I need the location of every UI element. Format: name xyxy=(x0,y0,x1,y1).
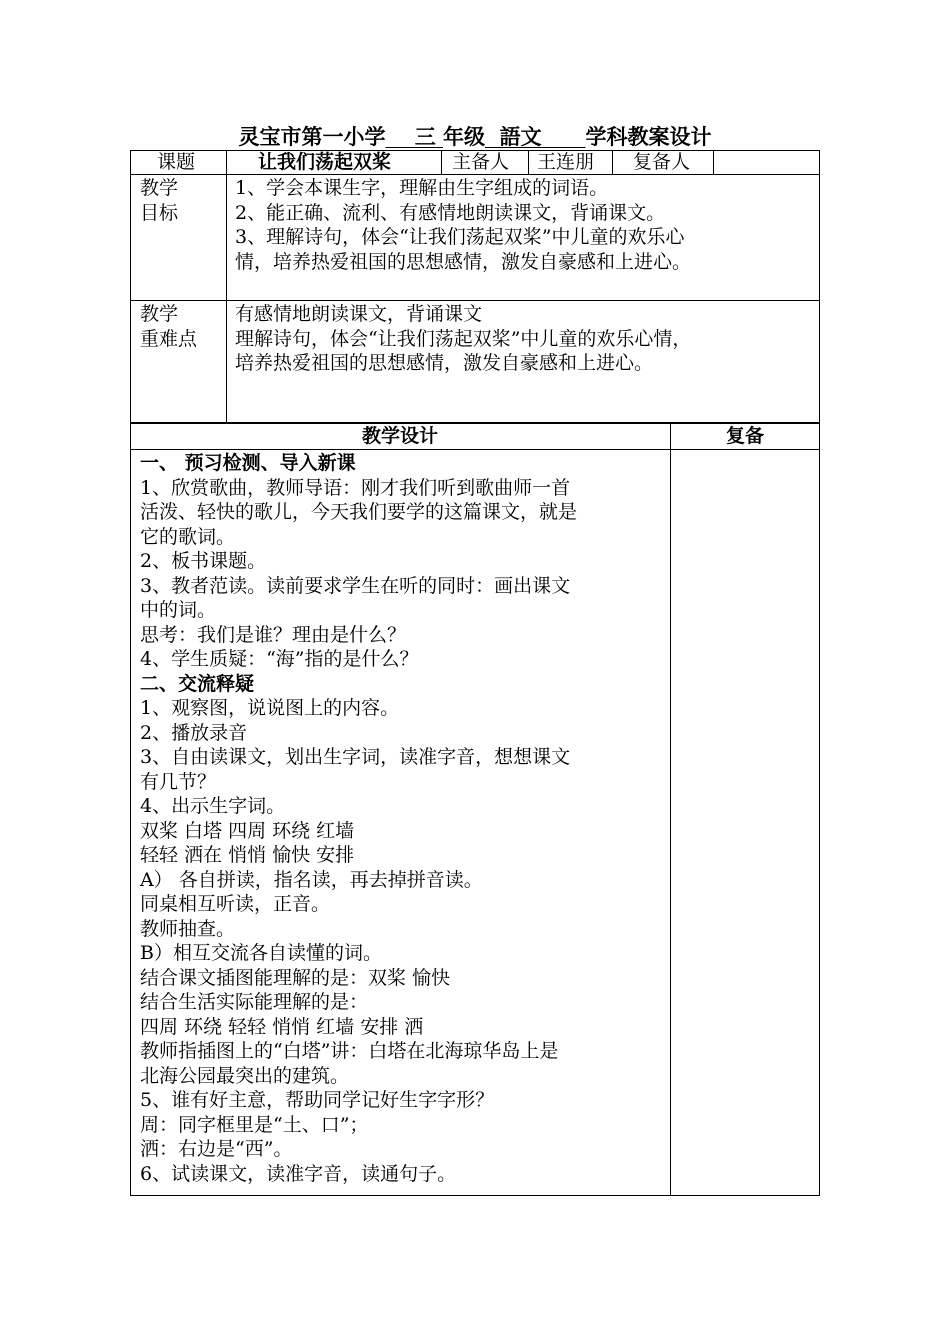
page-title xyxy=(0,124,950,150)
column-divider xyxy=(528,150,529,174)
goals-content xyxy=(235,176,691,274)
design-line: 有几节？ xyxy=(140,770,217,793)
column-divider xyxy=(226,150,227,423)
grade-suffix: 年级 xyxy=(443,125,486,149)
key-point-line: 理解诗句，体会“让我们荡起双桨”中儿童的欢乐心情， xyxy=(235,327,692,350)
topic-title: 让我们荡起双桨 xyxy=(258,151,392,173)
goals-label-line: 教学 xyxy=(140,177,179,199)
goals-label xyxy=(140,176,178,225)
goal-line: 1、学会本课生字，理解由生字组成的词语。 xyxy=(235,177,609,199)
topic-label: 课题 xyxy=(157,151,196,173)
key-points-content xyxy=(235,302,691,376)
design-line: 3、自由读课文，划出生字词，读准字音，想想课文 xyxy=(140,746,571,768)
column-divider xyxy=(612,150,613,174)
co-preparer-label: 复备人 xyxy=(633,151,691,173)
column-divider xyxy=(670,423,671,1196)
design-line: 2、播放录音 xyxy=(140,721,248,744)
design-content xyxy=(140,451,577,1186)
design-line: 周：同字框里是“土、口”； xyxy=(140,1113,369,1136)
column-divider xyxy=(441,150,442,174)
design-line: 2、板书课题。 xyxy=(140,550,267,572)
design-line: 1、欣赏歌曲，教师导语：刚才我们听到歌曲师一首 xyxy=(140,476,571,499)
design-line: 5、谁有好主意，帮助同学记好生字字形？ xyxy=(140,1089,495,1111)
key-point-line: 有感情地朗读课文，背诵课文 xyxy=(235,303,483,325)
design-line: 教师抽查。 xyxy=(140,917,236,940)
design-line: 3、教者范读。读前要求学生在听的同时：画出课文 xyxy=(140,574,571,597)
design-line: 一、 预习检测、导入新课 xyxy=(140,452,356,474)
design-line: 活泼、轻快的歌儿，今天我们要学的这篇课文，就是 xyxy=(140,501,578,523)
subject-value: 語文 xyxy=(499,125,542,149)
goal-line: 2、能正确、流利、有感情地朗读课文，背诵课文。 xyxy=(235,201,666,224)
goals-label-line: 目标 xyxy=(140,201,179,224)
design-line: 双桨 白塔 四周 环绕 红墙 xyxy=(140,819,355,842)
design-line: 洒：右边是“西”。 xyxy=(140,1138,293,1160)
design-line: 思考：我们是谁？理由是什么？ xyxy=(140,623,407,646)
review-header: 复备 xyxy=(725,425,764,447)
design-line: A） 各自拼读，指名读，再去掉拼音读。 xyxy=(140,868,483,891)
design-line: 轻轻 洒在 悄悄 愉快 安排 xyxy=(140,844,355,866)
design-line: 同桌相互听读，正音。 xyxy=(140,893,331,915)
design-line: 中的词。 xyxy=(140,599,217,621)
design-header: 教学设计 xyxy=(361,425,438,447)
design-line: 教师指插图上的“白塔”讲：白塔在北海琼华岛上是 xyxy=(140,1040,559,1062)
school-name: 灵宝市第一小学 xyxy=(238,125,386,149)
design-line: 二、交流释疑 xyxy=(140,672,255,695)
design-line: B）相互交流各自读懂的词。 xyxy=(140,942,382,964)
design-line: 结合生活实际能理解的是： xyxy=(140,991,369,1013)
design-line: 6、试读课文，读准字音，读通句子。 xyxy=(140,1162,457,1185)
column-divider xyxy=(713,150,714,174)
design-line: 4、出示生字词。 xyxy=(140,795,286,817)
design-line: 结合课文插图能理解的是：双桨 愉快 xyxy=(140,966,451,989)
key-points-label xyxy=(140,302,197,351)
row-divider xyxy=(130,449,820,450)
row-divider xyxy=(130,300,820,301)
main-preparer-name: 王连朋 xyxy=(537,151,595,173)
goal-line: 情，培养热爱祖国的思想感情，激发自豪感和上进心。 xyxy=(235,250,692,273)
goal-line: 3、理解诗句，体会“让我们荡起双桨”中儿童的欢乐心 xyxy=(235,226,685,248)
grade-value: 三 xyxy=(414,125,436,149)
key-points-label-line: 教学 xyxy=(140,303,179,325)
main-preparer-label: 主备人 xyxy=(452,151,510,173)
title-suffix: 学科教案设计 xyxy=(585,125,712,149)
design-line: 1、观察图，说说图上的内容。 xyxy=(140,697,400,719)
design-line: 北海公园最突出的建筑。 xyxy=(140,1064,350,1087)
design-line: 四周 环绕 轻轻 悄悄 红墙 安排 洒 xyxy=(140,1015,424,1038)
design-line: 4、学生质疑：“海”指的是什么？ xyxy=(140,648,419,670)
key-point-line: 培养热爱祖国的思想感情，激发自豪感和上进心。 xyxy=(235,352,654,374)
key-points-label-line: 重难点 xyxy=(140,327,198,350)
design-line: 它的歌词。 xyxy=(140,525,236,548)
